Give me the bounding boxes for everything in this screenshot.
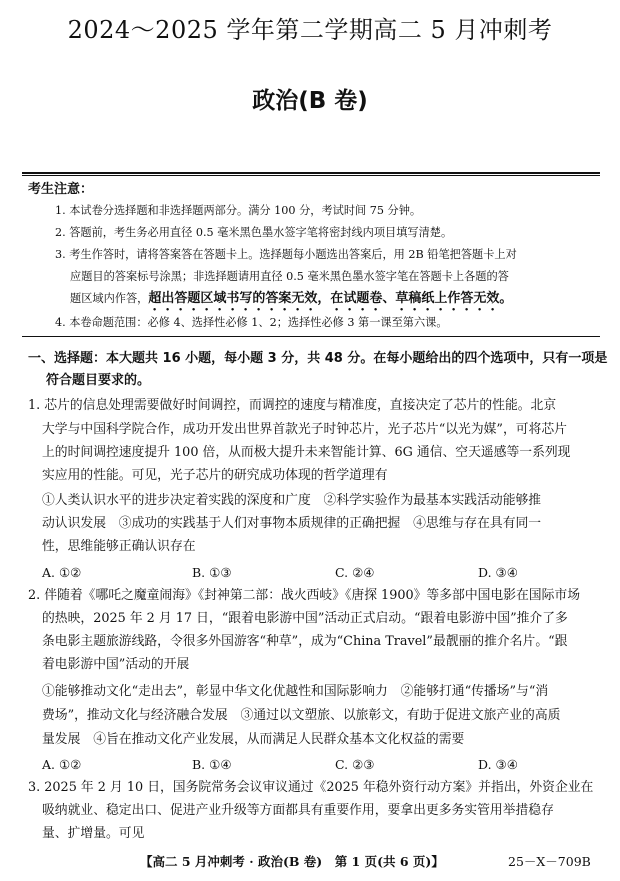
notice-item-4: 4. 本卷命题范围：必修 4、选择性必修 1、2；选择性必修 3 第一课至第六课。	[55, 316, 448, 329]
option-a: A. ①②	[42, 757, 82, 772]
divider-thick	[22, 172, 600, 174]
notice-item-3-cont2	[70, 288, 512, 314]
notice-heading: 考生注意：	[28, 182, 94, 197]
footer-code: 25－X－709B	[508, 854, 591, 869]
section-heading-cont: 符合题目要求的。	[46, 373, 151, 388]
question-line: 2. 伴随着《哪吒之魔童闹海》《封神第二部：战火西岐》《唐探 1900》等多部中国电影在国际市场	[28, 588, 580, 603]
option-b: B. ①④	[192, 757, 232, 772]
question-line: 性，思维能够正确认识存在	[42, 539, 196, 554]
question-line: 量发展 ④旨在推动文化产业发展，从而满足人民群众基本文化权益的需要	[42, 732, 465, 747]
option-c: C. ②③	[335, 757, 375, 772]
notice-text: 题区域内作答，	[70, 292, 149, 305]
question-line: 大学与中国科学院合作，成功开发出世界首款光子时钟芯片，光子芯片“以光为媒”，可将芯片	[42, 422, 567, 437]
question-line: 吸纳就业、稳定出口、促进产业升级等方面都具有重要作用，要拿出更多务实管用举措稳存	[42, 803, 554, 818]
notice-emphasis: 超出答题区域书写的答案无效，在试题卷、草稿纸上作答无效。	[148, 291, 513, 306]
option-b: B. ①③	[192, 565, 232, 580]
question-line: 3. 2025 年 2 月 10 日，国务院常务会议审议通过《2025 年稳外资行动方案》并指出，外资企业在	[28, 780, 594, 795]
option-a: A. ①②	[42, 565, 82, 580]
subject-title: 政治(B 卷)	[252, 88, 368, 114]
option-c: C. ②④	[335, 565, 375, 580]
question-line: 条电影主题旅游线路，令很多外国游客“种草”，成为“China Travel”最靓丽的推介名片。“跟	[42, 634, 568, 649]
section-divider	[22, 336, 600, 337]
question-line: 着电影游中国”活动的开展	[42, 657, 190, 672]
question-line: ①人类认识水平的进步决定着实践的深度和广度 ②科学实验作为最基本实践活动能够推	[42, 493, 542, 508]
question-line: 的热映，2025 年 2 月 17 日，“跟着电影游中国”活动正式启动。“跟着电影游中国”推介了多	[42, 611, 568, 626]
question-line: 量、扩增量。可见	[42, 826, 145, 841]
question-line: 费场”，推动文化与经济融合发展 ③通过以文塑旅、以旅彰文，有助于促进文旅产业的高质	[42, 708, 561, 723]
question-line: 上的时间调控速度提升 100 倍，从而极大提升未来智能计算、6G 通信、空天遥感等一系列现	[42, 445, 571, 460]
option-d: D. ③④	[478, 565, 518, 580]
question-line: ①能够推动文化“走出去”，彰显中华文化优越性和国际影响力 ②能够打通“传播场”与“消	[42, 684, 549, 699]
notice-item-3: 3. 考生作答时，请将答案答在答题卡上。选择题每小题选出答案后，用 2B 铅笔把答题卡上对	[55, 248, 517, 261]
notice-item-3-cont: 应题目的答案标号涂黑；非选择题请用直径 0.5 毫米黑色墨水签字笔在答题卡上各题的答	[70, 270, 509, 283]
question-line: 实应用的性能。可见，光子芯片的研究成功体现的哲学道理有	[42, 468, 388, 483]
footer-page-info: 【高二 5 月冲刺考 · 政治(B 卷) 第 1 页(共 6 页)】	[140, 854, 444, 869]
section-heading: 一、选择题：本大题共 16 小题，每小题 3 分，共 48 分。在每小题给出的四个选项中，只有一项是	[28, 351, 608, 366]
exam-title: 2024～2025 学年第二学期高二 5 月冲刺考	[67, 16, 553, 44]
divider-thin	[22, 175, 600, 176]
option-d: D. ③④	[478, 757, 518, 772]
notice-item-2: 2. 答题前，考生务必用直径 0.5 毫米黑色墨水签字笔将密封线内项目填写清楚。	[55, 226, 453, 239]
notice-item-1: 1. 本试卷分选择题和非选择题两部分。满分 100 分，考试时间 75 分钟。	[55, 204, 422, 217]
question-line: 动认识发展 ③成功的实践基于人们对事物本质规律的正确把握 ④思维与存在具有同一	[42, 516, 542, 531]
question-line: 1. 芯片的信息处理需要做好时间调控，而调控的速度与精准度，直接决定了芯片的性能。北京	[28, 398, 557, 413]
